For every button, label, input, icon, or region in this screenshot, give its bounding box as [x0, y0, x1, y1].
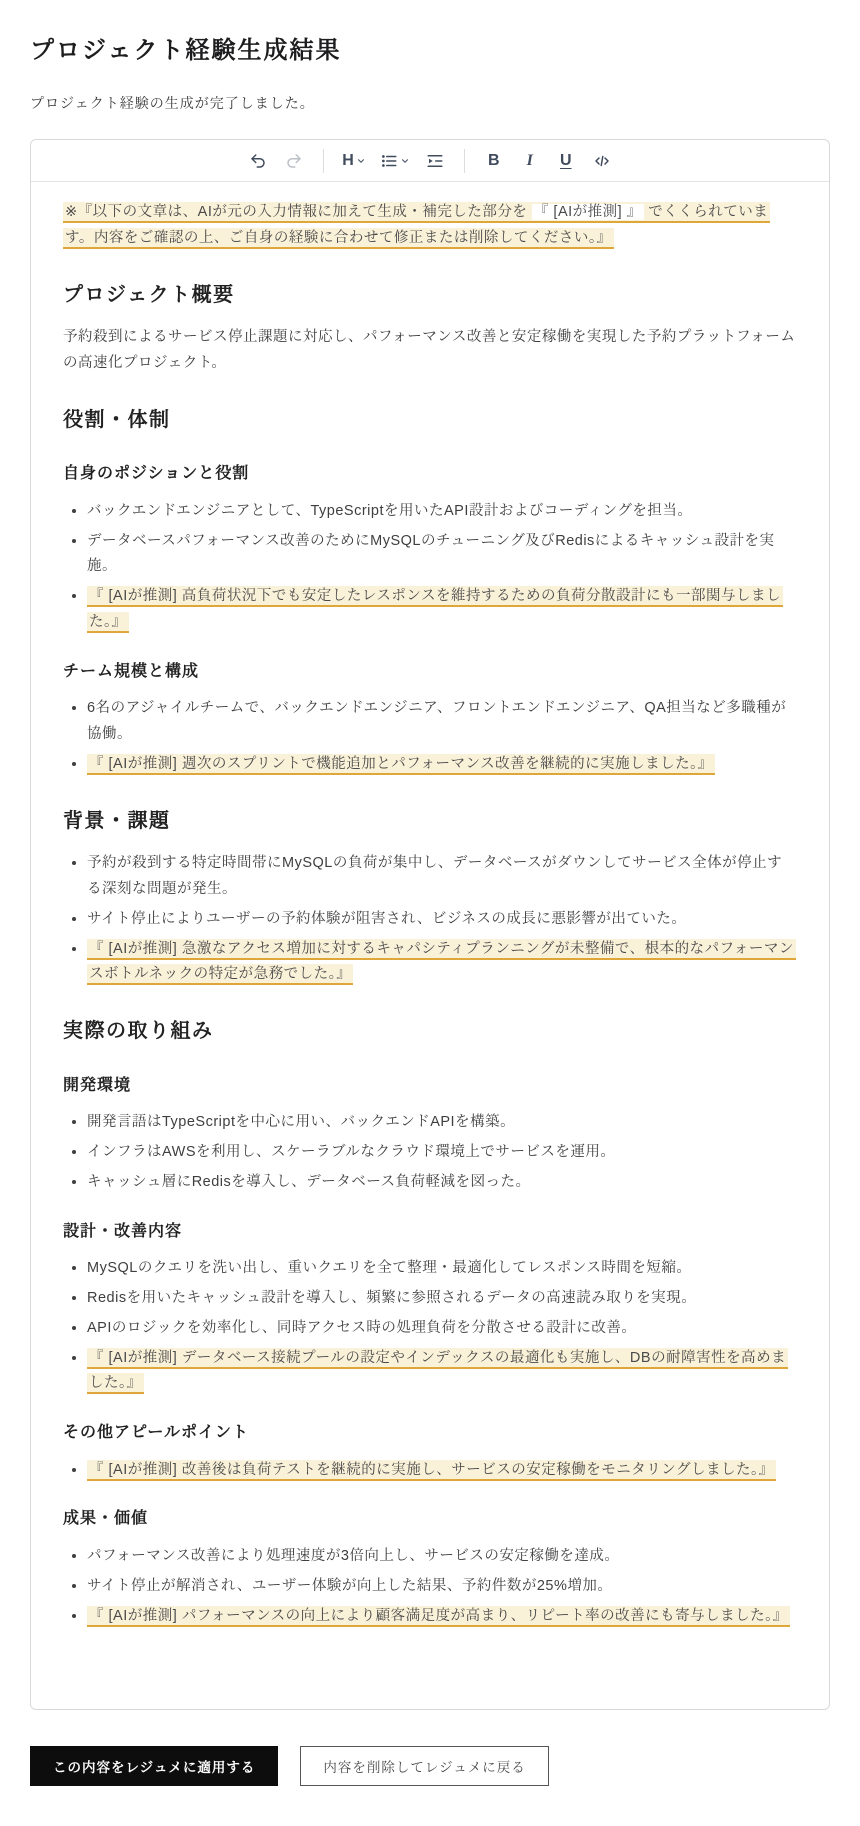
indent-button[interactable] — [420, 146, 450, 176]
list-item: • パフォーマンス改善により処理速度が3倍向上し、サービスの安定稼働を達成。 — [87, 1544, 797, 1570]
page-subtitle: プロジェクト経験の生成が完了しました。 — [30, 95, 315, 111]
background-list — [63, 851, 797, 988]
list-item: • 開発言語はTypeScriptを中心に用い、バックエンドAPIを構築。 — [87, 1110, 797, 1136]
appeal-list — [63, 1458, 797, 1484]
list-item: • APIのロジックを効率化し、同時アクセス時の処理負荷を分散させる設計に改善。 — [87, 1316, 797, 1342]
subsection-heading-design: 設計・改善内容 — [63, 1222, 183, 1240]
code-icon — [592, 152, 612, 170]
heading-dropdown-button[interactable] — [338, 146, 370, 176]
list-item-ai: • 『 [AIが推測] パフォーマンスの向上により顧客満足度が高まり、リピート率の改善にも寄与しました。』 — [87, 1604, 797, 1630]
section-heading-efforts: 実際の取り組み — [63, 1020, 214, 1043]
list-item: • 予約が殺到する特定時間帯にMySQLの負荷が集中し、データベースがダウンしてサービス全体が停止する深刻な問題が発生。 — [87, 851, 797, 903]
undo-button[interactable] — [243, 146, 273, 176]
subsection-heading-environment: 開発環境 — [63, 1076, 132, 1094]
toolbar-divider — [464, 149, 465, 173]
heading-icon: H — [342, 151, 354, 169]
environment-list — [63, 1110, 797, 1195]
list-item-ai: • 『 [AIが推測] データベース接続プールの設定やインデックスの最適化も実施し、DBの耐障害性を高めました。』 — [87, 1346, 797, 1398]
apply-to-resume-button[interactable]: この内容をレジュメに適用する — [30, 1746, 278, 1786]
italic-icon: I — [526, 151, 533, 169]
chevron-down-icon — [356, 156, 366, 166]
discard-and-return-button[interactable]: 内容を削除してレジュメに戻る — [300, 1746, 548, 1786]
subsection-heading-position: 自身のポジションと役割 — [63, 465, 250, 483]
list-item: • インフラはAWSを利用し、スケーラブルなクラウド環境上でサービスを運用。 — [87, 1140, 797, 1166]
redo-button[interactable] — [279, 146, 309, 176]
list-item-ai: • 『 [AIが推測] 週次のスプリントで機能追加とパフォーマンス改善を継続的に実施しました。』 — [87, 752, 797, 778]
list-item: • サイト停止が解消され、ユーザー体験が向上した結果、予約件数が25%増加。 — [87, 1574, 797, 1600]
team-list — [63, 696, 797, 777]
section-heading-overview: プロジェクト概要 — [63, 283, 235, 306]
underline-icon: U — [560, 151, 572, 169]
code-button[interactable] — [587, 146, 617, 176]
list-item: • キャッシュ層にRedisを導入し、データベース負荷軽減を図った。 — [87, 1170, 797, 1196]
italic-button[interactable] — [515, 146, 545, 176]
list-item: • 6名のアジャイルチームで、バックエンドエンジニア、フロントエンドエンジニア、QA担当など多職種が協働。 — [87, 696, 797, 748]
subsection-heading-results: 成果・価値 — [63, 1510, 149, 1528]
page-title: プロジェクト経験生成結果 — [30, 37, 342, 64]
chevron-down-icon — [400, 156, 410, 166]
list-item: • MySQLのクエリを洗い出し、重いクエリを全て整理・最適化してレスポンス時間を短縮。 — [87, 1256, 797, 1282]
bold-icon: B — [488, 151, 500, 169]
ai-notice-paragraph: ※『以下の文章は、AIが元の入力情報に加えて生成・補完した部分を 『 [AIが推測] 』 でくくられています。内容をご確認の上、ご自身の経験に合わせて修正または削除してください。』 — [63, 200, 797, 252]
indent-icon — [426, 152, 444, 170]
subsection-heading-appeal: その他アピールポイント — [63, 1424, 250, 1442]
list-item: • サイト停止によりユーザーの予約体験が阻害され、ビジネスの成長に悪影響が出ていた。 — [87, 907, 797, 933]
rich-text-editor — [30, 139, 830, 1710]
editor-content-area[interactable] — [31, 182, 829, 1709]
section-heading-roles: 役割・体制 — [63, 408, 171, 431]
underline-button[interactable] — [551, 146, 581, 176]
design-list — [63, 1256, 797, 1397]
position-list — [63, 499, 797, 636]
list-item-ai: • 『 [AIが推測] 高負荷状況下でも安定したレスポンスを維持するための負荷分散設計にも一部関与しました。』 — [87, 584, 797, 636]
editor-toolbar — [31, 140, 829, 182]
subsection-heading-team: チーム規模と構成 — [63, 662, 200, 680]
undo-icon — [249, 152, 267, 170]
overview-paragraph: 予約殺到によるサービス停止課題に対応し、パフォーマンス改善と安定稼働を実現した予約プラットフォームの高速化プロジェクト。 — [63, 329, 796, 371]
redo-icon — [285, 152, 303, 170]
bold-button[interactable] — [479, 146, 509, 176]
section-heading-background: 背景・課題 — [63, 809, 171, 832]
ai-marker-sample: 『 [AIが推測] 』 — [533, 204, 642, 220]
list-item-ai: • 『 [AIが推測] 急激なアクセス増加に対するキャパシティプランニングが未整備で、根本的なパフォーマンスボトルネックの特定が急務でした。』 — [87, 937, 797, 989]
list-dropdown-button[interactable] — [376, 146, 414, 176]
footer-actions — [30, 1746, 830, 1786]
list-item: • データベースパフォーマンス改善のためにMySQLのチューニング及びRedisによるキャッシュ設計を実施。 — [87, 529, 797, 581]
list-item: • Redisを用いたキャッシュ設計を導入し、頻繁に参照されるデータの高速読み取りを実現。 — [87, 1286, 797, 1312]
results-list — [63, 1544, 797, 1629]
bullet-list-icon — [380, 152, 398, 170]
toolbar-divider — [323, 149, 324, 173]
list-item-ai: • 『 [AIが推測] 改善後は負荷テストを継続的に実施し、サービスの安定稼働をモニタリングしました。』 — [87, 1458, 797, 1484]
list-item: • バックエンドエンジニアとして、TypeScriptを用いたAPI設計およびコーディングを担当。 — [87, 499, 797, 525]
